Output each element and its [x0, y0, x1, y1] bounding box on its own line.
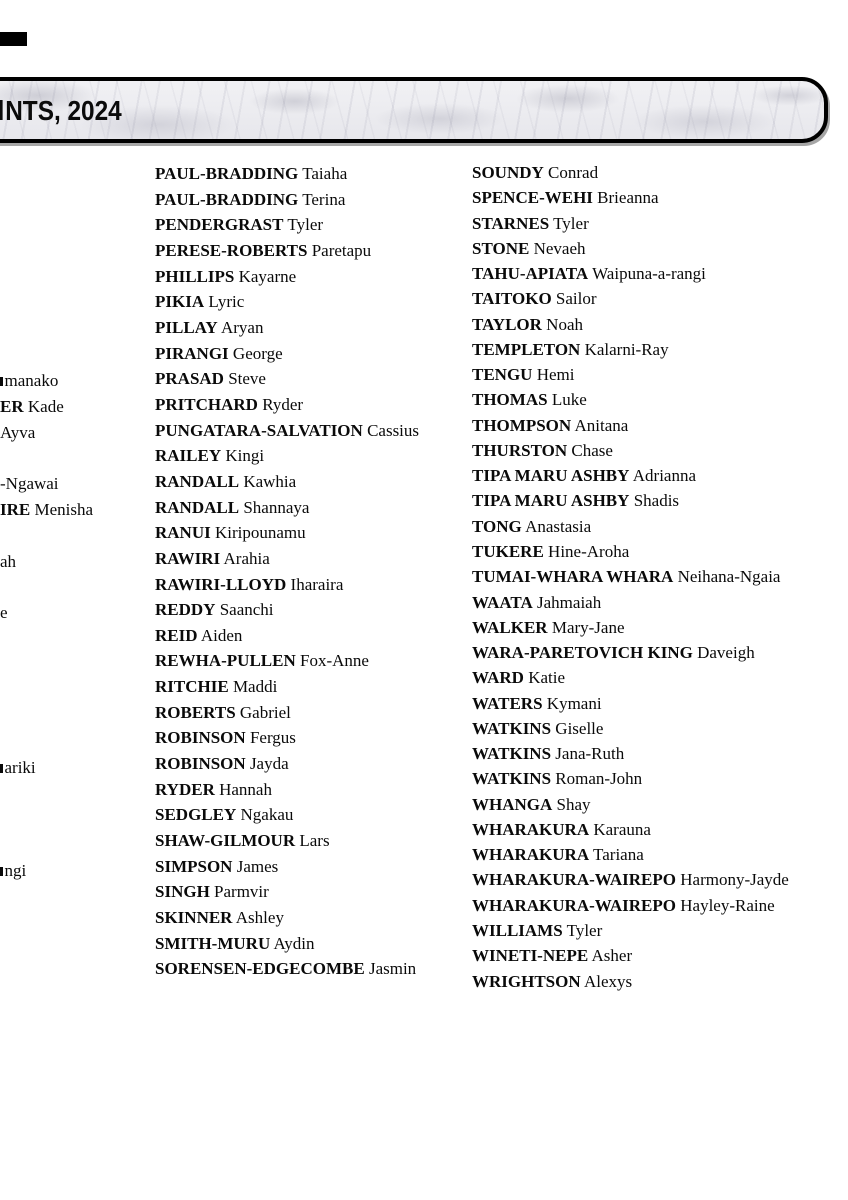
student-row: [155, 828, 419, 854]
student-surname: PUNGATARA-SALVATION: [155, 420, 363, 440]
student-given-name: Aryan: [217, 317, 264, 337]
student-row: [472, 362, 789, 387]
student-given-name: Parmvir: [209, 882, 269, 902]
student-given-name: Waipuna-a-rangi: [588, 264, 706, 284]
student-row: [155, 264, 419, 290]
student-surname: RYDER: [155, 779, 215, 799]
student-surname: ER: [0, 396, 24, 416]
student-surname: ROBINSON: [155, 728, 246, 748]
student-row: [472, 211, 789, 236]
student-given-name: Hannah: [214, 779, 272, 799]
student-given-name: Jasmin: [364, 959, 417, 979]
student-row: [472, 185, 789, 210]
student-row: [155, 725, 419, 751]
student-given-name: Sailor: [551, 289, 597, 309]
student-given-name: Tariana: [589, 845, 644, 865]
student-surname: WHANGA: [472, 794, 553, 814]
student-surname: SMITH-MURU: [155, 933, 271, 953]
student-surname: PIKIA: [155, 292, 205, 312]
student-row: [155, 956, 419, 982]
student-row-fragment: [0, 858, 26, 884]
student-row: [472, 488, 789, 513]
student-given-name: Hemi: [532, 365, 575, 385]
student-row: [155, 572, 419, 598]
student-name-text: Kade: [27, 396, 64, 416]
student-surname: THURSTON: [472, 440, 568, 460]
student-surname: RAWIRI: [155, 548, 221, 568]
student-surname: WATKINS: [472, 769, 552, 789]
student-row: [155, 187, 419, 213]
student-surname: PRASAD: [155, 369, 224, 389]
student-name-text: -Ngawai: [0, 474, 59, 494]
student-given-name: Mary-Jane: [547, 617, 625, 637]
student-row: [155, 392, 419, 418]
student-given-name: Kalarni-Ray: [580, 339, 669, 359]
student-given-name: Arahia: [220, 548, 270, 568]
student-row: [155, 777, 419, 803]
student-given-name: Hayley-Raine: [676, 895, 775, 915]
student-row: [472, 463, 789, 488]
student-row: [155, 238, 419, 264]
student-surname: PERESE-ROBERTS: [155, 240, 308, 260]
student-row: [472, 337, 789, 362]
student-given-name: Paretapu: [307, 240, 372, 260]
banner-title: [0, 95, 122, 127]
student-surname: WHARAKURA: [472, 819, 590, 839]
student-given-name: Luke: [547, 390, 587, 410]
student-surname: RANUI: [155, 523, 211, 543]
student-surname: TEMPLETON: [472, 339, 581, 359]
student-row-fragment: [0, 497, 93, 523]
student-given-name: Daveigh: [692, 643, 755, 663]
student-given-name: Cassius: [362, 420, 420, 440]
student-given-name: Maddi: [228, 677, 278, 697]
student-row: [472, 918, 789, 943]
student-surname: WHARAKURA: [472, 845, 590, 865]
student-row: [472, 160, 789, 185]
student-given-name: Shadis: [629, 491, 680, 511]
student-row: [155, 648, 419, 674]
student-surname: PHILLIPS: [155, 266, 235, 286]
student-surname: THOMPSON: [472, 415, 572, 435]
corner-mark: [0, 32, 27, 46]
student-surname: PRITCHARD: [155, 394, 258, 414]
student-surname: IRE: [0, 499, 31, 519]
student-surname: WILLIAMS: [472, 920, 563, 940]
student-given-name: Roman-John: [551, 769, 643, 789]
student-row-fragment: [0, 471, 59, 497]
student-row: [472, 312, 789, 337]
student-row: [155, 443, 419, 469]
student-row: [155, 623, 419, 649]
student-given-name: Adrianna: [629, 466, 697, 486]
student-surname: TENGU: [472, 365, 533, 385]
student-given-name: Taiaha: [298, 164, 348, 183]
student-row: [472, 716, 789, 741]
student-row: [155, 802, 419, 828]
student-surname: RITCHIE: [155, 677, 229, 697]
student-given-name: Saanchi: [215, 600, 274, 620]
student-given-name: Fergus: [245, 728, 296, 748]
student-name-text: e: [0, 603, 8, 623]
student-surname: PILLAY: [155, 317, 218, 337]
student-surname: SOUNDY: [472, 163, 544, 182]
student-surname: WARA-PARETOVICH KING: [472, 643, 693, 663]
student-surname: WATERS: [472, 693, 543, 713]
student-given-name: Kayarne: [234, 266, 297, 286]
student-given-name: Jahmaiah: [532, 592, 602, 612]
student-name-text: ngi: [4, 861, 27, 881]
student-surname: WATKINS: [472, 718, 552, 738]
student-surname: WATKINS: [472, 744, 552, 764]
student-name-text: ah: [0, 551, 17, 571]
student-given-name: Tyler: [283, 215, 324, 235]
student-given-name: Jana-Ruth: [551, 744, 625, 764]
student-given-name: Katie: [523, 668, 566, 688]
student-surname: WRIGHTSON: [472, 971, 581, 991]
student-row-fragment: [0, 420, 35, 446]
student-row: [155, 597, 419, 623]
student-given-name: George: [228, 343, 283, 363]
student-given-name: Lyric: [204, 292, 245, 312]
student-given-name: Ngakau: [236, 805, 294, 825]
student-row: [155, 495, 419, 521]
student-row: [155, 700, 419, 726]
student-row-fragment: [0, 368, 58, 394]
student-given-name: Fox-Anne: [295, 651, 369, 671]
student-given-name: Kingi: [221, 446, 265, 466]
student-row: [155, 674, 419, 700]
name-column-middle: [155, 161, 419, 982]
student-name-text: manako: [4, 370, 59, 390]
student-row: [155, 341, 419, 367]
student-given-name: Giselle: [551, 718, 604, 738]
student-surname: RANDALL: [155, 497, 240, 517]
student-surname: SORENSEN-EDGECOMBE: [155, 959, 365, 979]
student-row: [472, 286, 789, 311]
student-given-name: Ryder: [257, 394, 304, 414]
student-surname: WARD: [472, 668, 524, 688]
cut-letter-sliver: [0, 764, 3, 773]
student-given-name: Anitana: [571, 415, 629, 435]
student-row: [472, 817, 789, 842]
student-row: [472, 236, 789, 261]
student-row: [155, 546, 419, 572]
student-row: [472, 590, 789, 615]
student-row: [472, 691, 789, 716]
student-given-name: Noah: [541, 314, 583, 334]
student-given-name: Chase: [567, 440, 613, 460]
student-given-name: Alexys: [580, 971, 633, 991]
student-surname: SIMPSON: [155, 856, 233, 876]
student-row-fragment: [0, 394, 64, 420]
student-surname: PENDERGRAST: [155, 215, 284, 235]
student-surname: TUMAI-WHARA WHARA: [472, 567, 674, 587]
student-given-name: Shannaya: [239, 497, 310, 517]
student-given-name: Gabriel: [235, 702, 291, 722]
student-given-name: Tyler: [562, 920, 603, 940]
student-row: [155, 469, 419, 495]
student-surname: WHARAKURA-WAIREPO: [472, 895, 676, 915]
student-name-text: Ayva: [0, 422, 36, 442]
student-given-name: Kawhia: [239, 471, 297, 491]
student-surname: ROBERTS: [155, 702, 236, 722]
student-row: [472, 943, 789, 968]
student-row: [155, 520, 419, 546]
student-surname: WINETI-NEPE: [472, 946, 589, 966]
student-row: [155, 315, 419, 341]
student-row: [472, 438, 789, 463]
student-given-name: Tyler: [549, 213, 589, 233]
student-row: [155, 161, 419, 187]
banner-title-text: NTS, 2024: [5, 95, 122, 126]
student-surname: PIRANGI: [155, 343, 229, 363]
student-row: [472, 665, 789, 690]
student-surname: TAITOKO: [472, 289, 552, 309]
student-surname: TIPA MARU ASHBY: [472, 491, 630, 511]
name-column-right: [472, 160, 789, 994]
student-given-name: Aydin: [270, 933, 315, 953]
student-given-name: Kymani: [542, 693, 602, 713]
student-given-name: Neihana-Ngaia: [673, 567, 781, 587]
student-row: [472, 969, 789, 994]
student-row-fragment: [0, 549, 16, 575]
student-surname: STARNES: [472, 213, 550, 233]
student-surname: WAATA: [472, 592, 533, 612]
student-row: [472, 615, 789, 640]
student-row: [155, 418, 419, 444]
student-given-name: Anastasia: [521, 516, 592, 536]
student-given-name: Terina: [298, 189, 346, 209]
student-row: [155, 751, 419, 777]
student-row-fragment: [0, 600, 8, 626]
student-given-name: Nevaeh: [529, 238, 586, 258]
student-row: [472, 261, 789, 286]
student-surname: WHARAKURA-WAIREPO: [472, 870, 676, 890]
student-surname: ROBINSON: [155, 754, 246, 774]
student-row: [472, 564, 789, 589]
student-given-name: Asher: [588, 946, 633, 966]
student-row: [472, 413, 789, 438]
student-surname: PAUL-BRADDING: [155, 164, 299, 183]
student-row: [472, 842, 789, 867]
student-row: [155, 905, 419, 931]
student-row: [472, 539, 789, 564]
student-surname: RAWIRI-LLOYD: [155, 574, 287, 594]
student-surname: RAILEY: [155, 446, 222, 466]
student-row: [472, 514, 789, 539]
student-row: [155, 879, 419, 905]
cut-letter-sliver: [0, 867, 3, 876]
student-given-name: Aiden: [197, 625, 243, 645]
student-surname: TONG: [472, 516, 522, 536]
student-row: [472, 741, 789, 766]
student-given-name: Ashley: [232, 908, 284, 928]
student-row: [472, 867, 789, 892]
student-given-name: Jayda: [245, 754, 289, 774]
student-row: [155, 931, 419, 957]
student-given-name: Brieanna: [592, 188, 659, 208]
student-row: [155, 366, 419, 392]
student-given-name: James: [232, 856, 279, 876]
student-surname: SINGH: [155, 882, 210, 902]
student-surname: STONE: [472, 238, 530, 258]
student-surname: REDDY: [155, 600, 216, 620]
student-row: [155, 212, 419, 238]
student-surname: SPENCE-WEHI: [472, 188, 593, 208]
student-row: [472, 792, 789, 817]
student-row: [472, 766, 789, 791]
cut-letter-sliver: [0, 377, 3, 386]
student-given-name: Lars: [295, 831, 330, 851]
cut-letter-sliver: [0, 100, 3, 120]
student-row: [155, 854, 419, 880]
student-row-fragment: [0, 755, 36, 781]
student-surname: TIPA MARU ASHBY: [472, 466, 630, 486]
student-row: [472, 387, 789, 412]
student-surname: REID: [155, 625, 198, 645]
student-surname: TAYLOR: [472, 314, 542, 334]
student-name-text: ariki: [4, 757, 36, 777]
student-name-text: Menisha: [34, 499, 94, 519]
student-surname: THOMAS: [472, 390, 548, 410]
title-banner: [0, 77, 828, 143]
student-surname: SEDGLEY: [155, 805, 237, 825]
student-surname: SKINNER: [155, 908, 233, 928]
student-given-name: Harmony-Jayde: [676, 870, 789, 890]
student-given-name: Conrad: [543, 163, 599, 182]
student-surname: REWHA-PULLEN: [155, 651, 296, 671]
student-given-name: Iharaira: [286, 574, 344, 594]
student-surname: WALKER: [472, 617, 548, 637]
student-surname: PAUL-BRADDING: [155, 189, 299, 209]
student-surname: TUKERE: [472, 541, 544, 561]
student-row: [472, 893, 789, 918]
student-given-name: Hine-Aroha: [543, 541, 630, 561]
student-row: [472, 640, 789, 665]
student-surname: SHAW-GILMOUR: [155, 831, 296, 851]
student-given-name: Steve: [223, 369, 266, 389]
student-given-name: Shay: [552, 794, 591, 814]
student-given-name: Kiripounamu: [210, 523, 306, 543]
student-given-name: Karauna: [589, 819, 651, 839]
student-row: [155, 289, 419, 315]
student-surname: RANDALL: [155, 471, 240, 491]
student-surname: TAHU-APIATA: [472, 264, 589, 284]
